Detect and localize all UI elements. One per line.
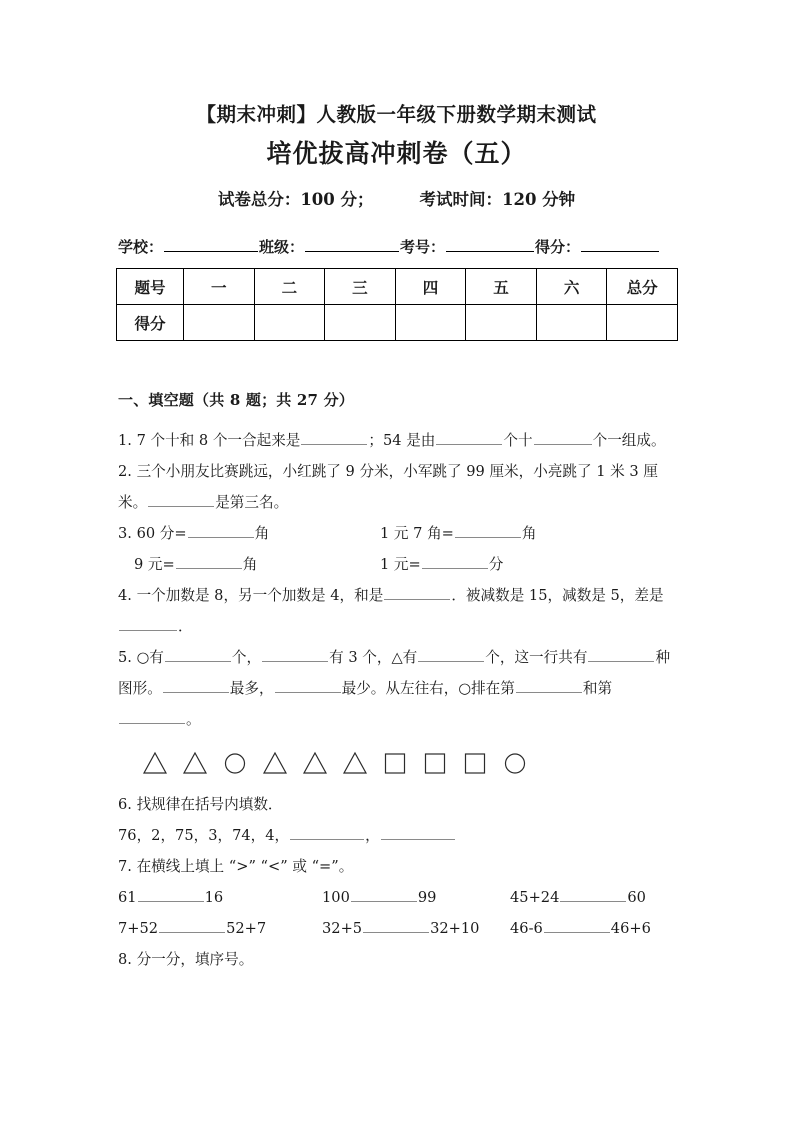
class-field (259, 236, 400, 257)
q7-r2-i3-right: 46+6 (610, 920, 651, 937)
triangle-icon (142, 750, 168, 776)
row-label-score: 得分 (117, 305, 184, 341)
q4-blank-1[interactable] (384, 585, 450, 600)
question-2 (118, 456, 680, 518)
q7-r1-i3-right: 60 (627, 889, 646, 906)
total-score-label: 试卷总分：100 分； (217, 190, 374, 209)
score-cell-total[interactable] (607, 305, 678, 341)
q1-blank-3[interactable] (534, 430, 592, 445)
score-cell-1[interactable] (184, 305, 255, 341)
q5-blank-2[interactable] (262, 647, 328, 662)
question-3-row-1 (118, 518, 680, 549)
school-field (118, 236, 259, 257)
question-5-shape-sequence (118, 735, 680, 789)
score-input-rule[interactable] (581, 238, 659, 252)
q5-text-g: 最少。从左往右，○排在第 (341, 680, 515, 697)
score-cell-3[interactable] (325, 305, 396, 341)
q3-blank-1[interactable] (188, 523, 254, 538)
q3-blank-4[interactable] (422, 554, 488, 569)
q7-r2-item-1 (118, 913, 266, 944)
score-cell-4[interactable] (395, 305, 466, 341)
q4-text-b: ．被减数是 15，减数是 5，差是 (451, 587, 664, 604)
score-col-3: 三 (325, 269, 396, 305)
score-cell-5[interactable] (466, 305, 537, 341)
score-field (535, 236, 660, 257)
question-3-row-2 (118, 549, 680, 580)
questions-container (118, 425, 680, 975)
q3-r2c1-text-b: 角 (242, 556, 258, 573)
square-icon (462, 750, 488, 776)
q5-text-f: 最多， (229, 680, 274, 697)
q7-r2-i1-left: 7+52 (118, 920, 159, 937)
q7-r2-i3-blank[interactable] (544, 918, 610, 933)
q7-r1-i1-right: 16 (204, 889, 224, 906)
q5-blank-3[interactable] (418, 647, 484, 662)
q5-text-a: 5. ○有 (118, 649, 164, 666)
q5-text-i: 。 (186, 711, 201, 728)
school-label: 学校： (118, 238, 164, 256)
q4-text-a: 4. 一个加数是 8，另一个加数是 4，和是 (118, 587, 384, 604)
circle-icon (222, 750, 248, 776)
q7-r2-i1-right: 52+7 (226, 920, 267, 937)
row-label-question-number: 题号 (117, 269, 184, 305)
student-info-row (118, 236, 678, 257)
q7-r2-item-3 (510, 913, 651, 944)
q7-r2-i3-left: 46-6 (510, 920, 543, 937)
square-icon (422, 750, 448, 776)
q7-r1-item-1 (118, 882, 223, 913)
exam-number-label: 考号： (400, 238, 446, 256)
q5-text-h: 和第 (582, 680, 613, 697)
q3-r2c2-text-a: 1 元= (380, 556, 421, 573)
q3-r2-c2 (380, 549, 503, 580)
page-title-main: 【期末冲刺】人教版一年级下册数学期末测试 (196, 103, 597, 126)
exam-info-line (0, 188, 793, 211)
q5-blank-6[interactable] (275, 678, 341, 693)
score-col-6: 六 (536, 269, 607, 305)
table-row-scores (117, 305, 678, 341)
score-cell-2[interactable] (254, 305, 325, 341)
q7-r1-i2-right: 99 (417, 889, 437, 906)
q7-r1-item-2 (322, 882, 436, 913)
q5-blank-7[interactable] (516, 678, 582, 693)
q7-r1-i2-left: 100 (322, 889, 350, 906)
q3-r1-c2 (380, 518, 537, 549)
q1-text-c: 个十 (503, 432, 533, 449)
q3-r1c2-text-a: 1 元 7 角= (380, 525, 454, 542)
q7-r2-i2-right: 32+10 (430, 920, 480, 937)
q2-text-a: 2. 三个小朋友比赛跳远，小红跳了 9 分米，小军跳了 99 厘米，小亮跳了 1 米 3 厘米。 (118, 463, 658, 511)
q7-r1-i3-blank[interactable] (560, 887, 626, 902)
question-1 (118, 425, 680, 456)
q2-blank-1[interactable] (148, 492, 214, 507)
exam-number-field (400, 236, 535, 257)
q7-r2-i1-blank[interactable] (159, 918, 225, 933)
exam-time-label: 考试时间：120 分钟 (419, 190, 576, 209)
q3-r1-c1 (118, 518, 269, 549)
q3-r1c1-text-a: 3. 60 分= (118, 525, 187, 542)
q5-blank-1[interactable] (165, 647, 231, 662)
score-table (116, 268, 678, 341)
circle-icon (502, 750, 528, 776)
q7-r2-item-2 (322, 913, 479, 944)
score-cell-6[interactable] (536, 305, 607, 341)
q6-blank-2[interactable] (381, 825, 455, 840)
q3-r2c1-text-a: 9 元= (134, 556, 175, 573)
q6-comma: ， (365, 827, 380, 844)
q5-blank-5[interactable] (163, 678, 229, 693)
q4-text-c: ． (178, 618, 193, 635)
q6-sequence-text: 76，2，75，3，74，4， (118, 827, 290, 844)
table-row-header (117, 269, 678, 305)
class-label: 班级： (259, 238, 305, 256)
q3-r2-c1 (118, 549, 257, 580)
q1-blank-2[interactable] (436, 430, 502, 445)
q7-r1-item-3 (510, 882, 646, 913)
q3-r2c2-text-b: 分 (488, 556, 504, 573)
q3-blank-3[interactable] (176, 554, 242, 569)
score-col-5: 五 (466, 269, 537, 305)
question-6-prompt: 6. 找规律在括号内填数． (118, 796, 283, 813)
q1-text-d: 个一组成。 (592, 432, 666, 449)
q5-text-e: 种图形。 (118, 649, 671, 697)
score-col-2: 二 (254, 269, 325, 305)
question-7-row-2 (118, 913, 680, 944)
question-4 (118, 580, 680, 642)
q7-r1-i2-blank[interactable] (351, 887, 417, 902)
q7-r1-i3-left: 45+24 (510, 889, 560, 906)
score-col-total: 总分 (607, 269, 678, 305)
q5-text-c: 有 3 个，△有 (329, 649, 418, 666)
triangle-icon (342, 750, 368, 776)
triangle-icon (262, 750, 288, 776)
class-input-rule[interactable] (305, 238, 399, 252)
q1-text-a: 1. 7 个十和 8 个一合起来是 (118, 432, 301, 449)
q7-r1-i1-blank[interactable] (138, 887, 204, 902)
q4-blank-2[interactable] (119, 616, 177, 631)
exam-number-input-rule[interactable] (446, 238, 534, 252)
q3-r1c1-text-b: 角 (254, 525, 270, 542)
question-7-prompt: 7. 在横线上填上 “>” “<” 或 “=”。 (118, 858, 354, 875)
question-6-sequence (118, 820, 680, 851)
score-col-1: 一 (184, 269, 255, 305)
q3-r1c2-text-b: 角 (521, 525, 537, 542)
triangle-icon (182, 750, 208, 776)
page-title-sub: 培优拔高冲刺卷（五） (266, 139, 527, 168)
q5-blank-8[interactable] (119, 709, 185, 724)
score-col-4: 四 (395, 269, 466, 305)
q3-blank-2[interactable] (455, 523, 521, 538)
square-icon (382, 750, 408, 776)
question-7-row-1 (118, 882, 680, 913)
q5-text-d: 个，这一行共有 (485, 649, 588, 666)
q7-r2-i2-left: 32+5 (322, 920, 363, 937)
triangle-icon (302, 750, 328, 776)
q5-blank-4[interactable] (588, 647, 654, 662)
question-8-prompt: 8. 分一分，填序号。 (118, 951, 254, 968)
q1-text-b: ；54 是由 (368, 432, 436, 449)
section-heading-fill-in-blanks: 一、填空题（共 8 题；共 27 分） (118, 391, 355, 409)
score-label: 得分： (535, 238, 581, 256)
q2-text-b: 是第三名。 (215, 494, 289, 511)
question-5 (118, 642, 680, 735)
q7-r1-i1-left: 61 (118, 889, 137, 906)
q6-blank-1[interactable] (290, 825, 364, 840)
school-input-rule[interactable] (164, 238, 258, 252)
q5-text-b: 个， (231, 649, 262, 666)
q1-blank-1[interactable] (301, 430, 367, 445)
q7-r2-i2-blank[interactable] (363, 918, 429, 933)
